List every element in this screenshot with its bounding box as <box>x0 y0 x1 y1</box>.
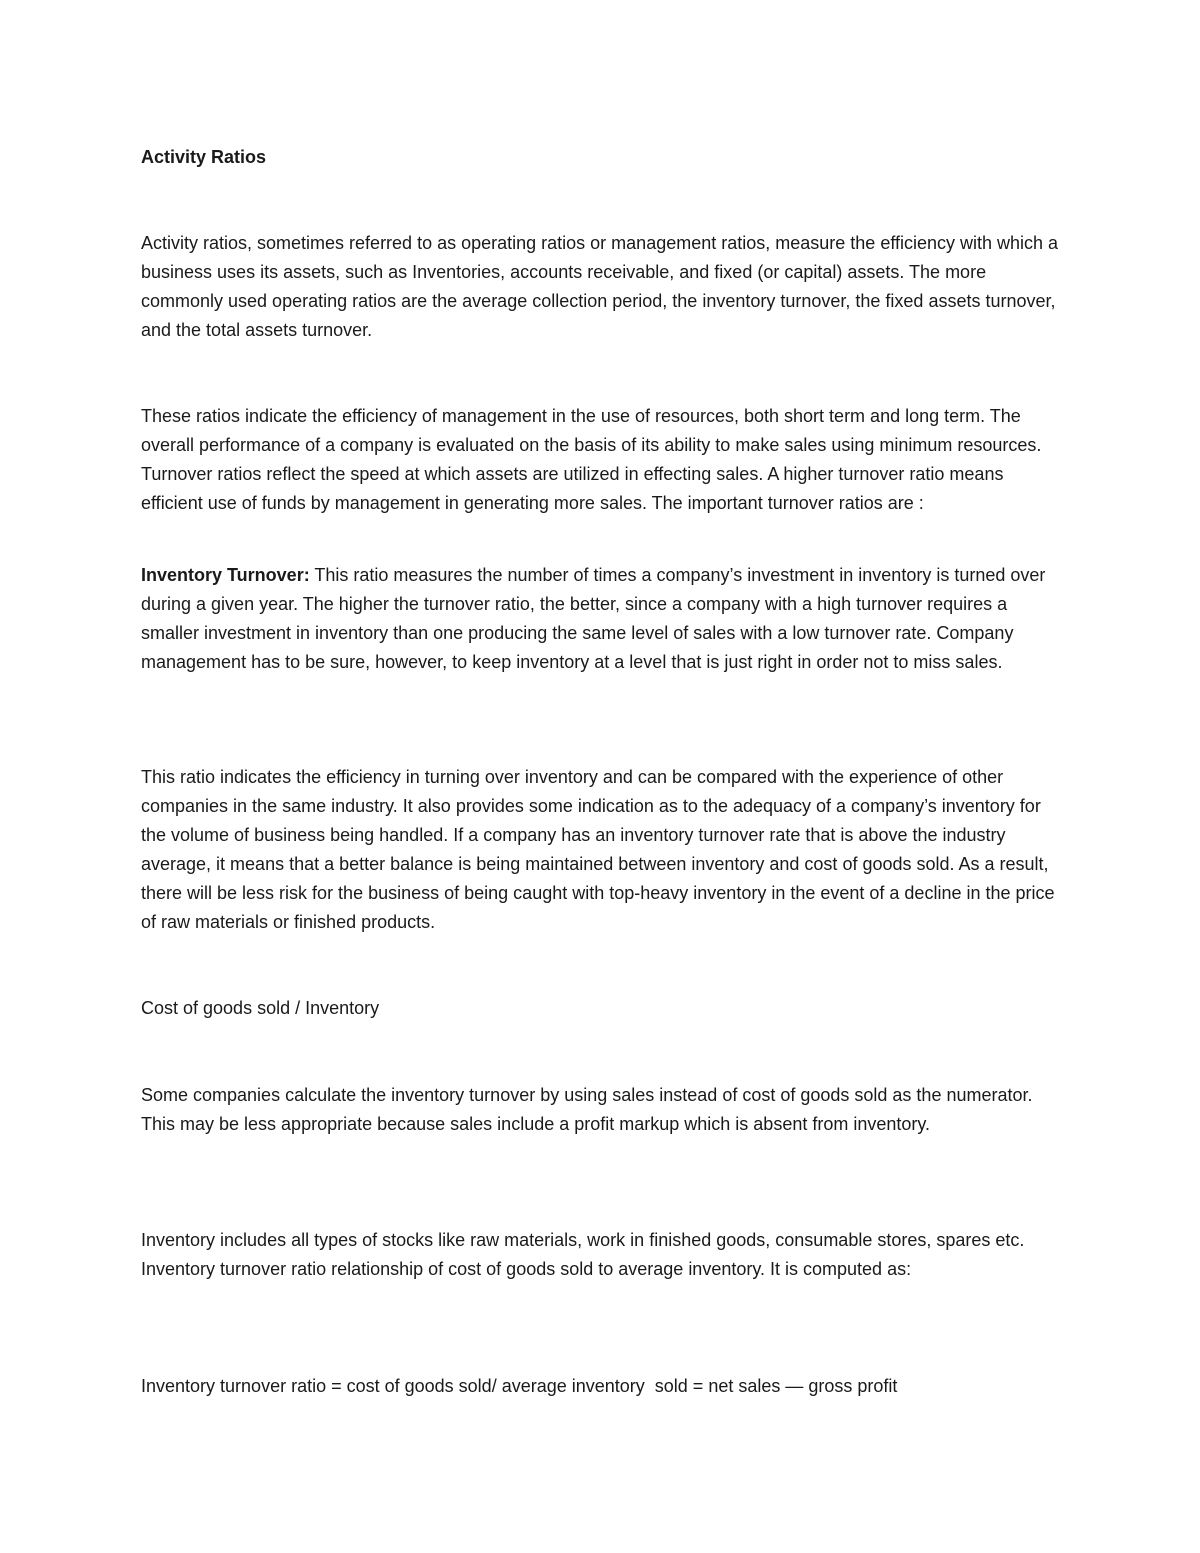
sales-numerator-paragraph: Some companies calculate the inventory turnover by using sales instead of cost of goods sold as the numerator. This may be less appropriate because sales include a profit markup which is absent from inventory. <box>141 1085 1033 1134</box>
comparison-paragraph: This ratio indicates the efficiency in turning over inventory and can be compared with the experience of other companies in the same industry. It also provides some indication as to the adequacy of a company’s inventory for the volume of business being handled. If a company has an inventory turnover rate that is above the industry average, it means that a better balance is being maintained between inventory and cost of goods sold. As a result, there will be less risk for the business of being caught with top-heavy inventory in the event of a decline in the price of raw materials or finished products. <box>141 767 1055 932</box>
inventory-turnover-text: This ratio measures the number of times a company’s investment in inventory is turned over during a given year. The higher the turnover ratio, the better, since a company with a high turnover requires a smaller investment in inventory than one producing the same level of sales with a low turnover rate. Company management has to be sure, however, to keep inventory at a level that is just right in order not to miss sales. <box>141 565 1046 672</box>
formula-inventory-turnover-ratio: Inventory turnover ratio = cost of goods sold/ average inventory sold = net sales — gross profit <box>141 1376 898 1396</box>
formula-cost-of-goods-sold: Cost of goods sold / Inventory <box>141 998 380 1018</box>
efficiency-paragraph: These ratios indicate the efficiency of management in the use of resources, both short term and long term. The overall performance of a company is evaluated on the basis of its ability to make sales using minimum resources. Turnover ratios reflect the speed at which assets are utilized in effecting sales. A higher turnover ratio means efficient use of funds by management in generating more sales. The important turnover ratios are : <box>141 406 1042 513</box>
inventory-turnover-paragraph <box>141 561 1061 677</box>
inventory-turnover-term: Inventory Turnover: <box>141 565 310 585</box>
intro-paragraph: Activity ratios, sometimes referred to as operating ratios or management ratios, measure the efficiency with which a business uses its assets, such as Inventories, accounts receivable, and fixed (or capital) assets. The more commonly used operating ratios are the average collection period, the inventory turnover, the fixed assets turnover, and the total assets turnover. <box>141 233 1059 340</box>
inventory-includes-paragraph: Inventory includes all types of stocks like raw materials, work in finished goods, consumable stores, spares etc. Inventory turnover ratio relationship of cost of goods sold to average inventory. It is computed as: <box>141 1230 1025 1279</box>
document-title: Activity Ratios <box>141 147 267 167</box>
